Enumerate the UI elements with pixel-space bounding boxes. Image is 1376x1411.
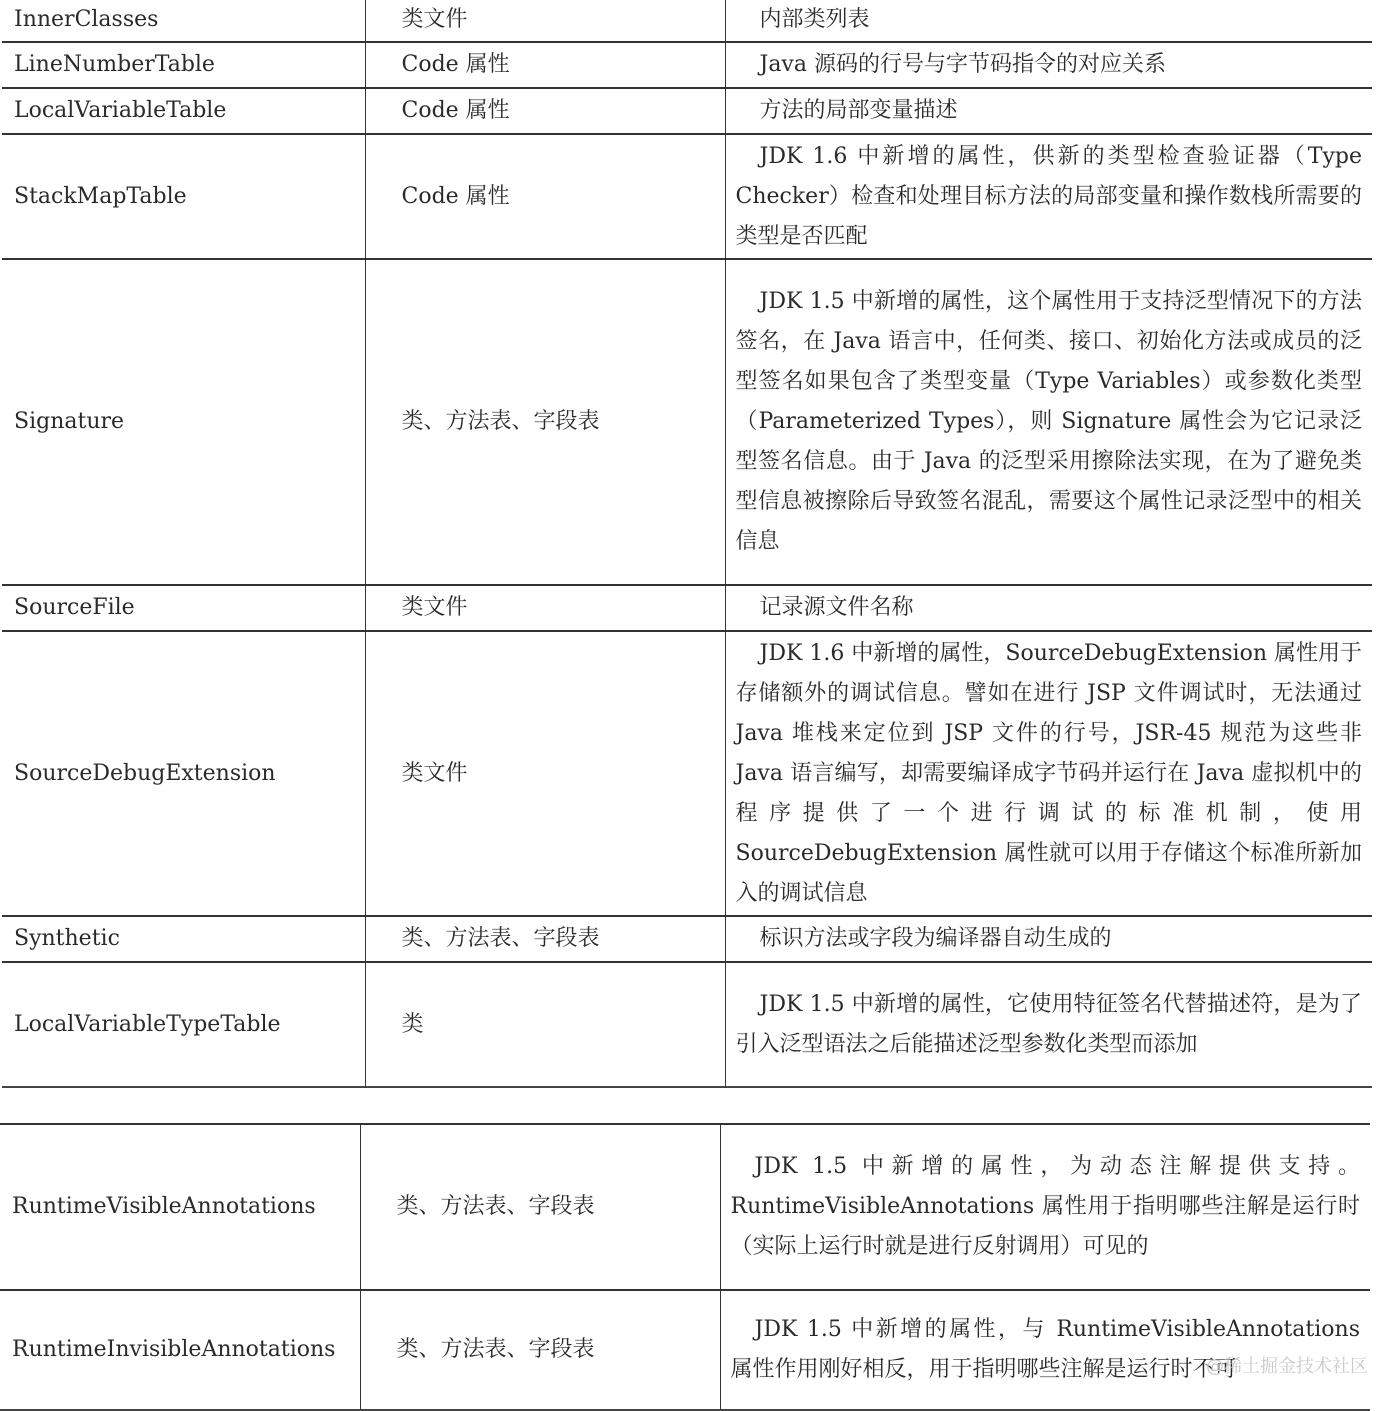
meaning-text: 方法的局部变量描述 [759, 98, 958, 123]
meaning-text: JDK 1.6 中新增的属性，SourceDebugExtension 属性用于存储额外的调试信息。譬如在进行 JSP 文件调试时，无法通过 Java 堆栈来定位到 JSP 文件的行号，JSR-45 规范为这些非 Java 语言编写，却需要编译成字节码并运行在 Java 虚拟机中的程序提供了一个进行调试的标准机制，使用 SourceDebugExtension 属性就可以用于存储这个标准所新加入的调试信息 [735, 640, 1362, 906]
attribute-location: 类、方法表、字段表 [360, 1290, 720, 1410]
attribute-location: Code 属性 [365, 134, 725, 259]
table-row [2, 916, 1372, 962]
attribute-meaning [725, 88, 1372, 134]
watermark: @稀土掘金技术社区 [1206, 1356, 1368, 1377]
attribute-meaning [725, 134, 1372, 259]
meaning-text: JDK 1.5 中新增的属性，为动态注解提供支持。RuntimeVisibleAnnotations 属性用于指明哪些注解是运行时（实际上运行时就是进行反射调用）可见的 [730, 1154, 1360, 1259]
meaning-text: JDK 1.6 中新增的属性，供新的类型检查验证器（Type Checker）检查和处理目标方法的局部变量和操作数栈所需要的类型是否匹配 [735, 143, 1362, 249]
table-row [2, 259, 1372, 585]
attribute-table-lower [0, 1123, 1370, 1411]
attribute-name: Synthetic [2, 916, 365, 962]
attribute-name: RuntimeVisibleAnnotations [0, 1124, 360, 1290]
attribute-meaning [720, 1290, 1370, 1410]
attribute-location: 类文件 [365, 585, 725, 631]
table-row [2, 42, 1372, 88]
attribute-name: LocalVariableTypeTable [2, 962, 365, 1087]
table-row [2, 585, 1372, 631]
attribute-location: 类文件 [365, 631, 725, 916]
attribute-location: Code 属性 [365, 42, 725, 88]
attribute-name: SourceFile [2, 585, 365, 631]
table-row [2, 134, 1372, 259]
meaning-text: JDK 1.5 中新增的属性，与 RuntimeVisibleAnnotations 属性作用刚好相反，用于指明哪些注解是运行时不可 [730, 1317, 1360, 1382]
table-row [0, 1290, 1370, 1410]
meaning-text: JDK 1.5 中新增的属性，它使用特征签名代替描述符，是为了引入泛型语法之后能描述泛型参数化类型而添加 [735, 991, 1362, 1057]
table-row [2, 0, 1372, 42]
attribute-meaning [725, 962, 1372, 1087]
table-row [2, 88, 1372, 134]
table-row [2, 962, 1372, 1087]
attribute-location: 类、方法表、字段表 [365, 259, 725, 585]
attribute-location: 类 [365, 962, 725, 1087]
attribute-meaning [725, 259, 1372, 585]
attribute-meaning [725, 42, 1372, 88]
meaning-text: 内部类列表 [759, 6, 870, 32]
attribute-location: 类、方法表、字段表 [365, 916, 725, 962]
attribute-meaning [725, 585, 1372, 631]
meaning-text: JDK 1.5 中新增的属性，这个属性用于支持泛型情况下的方法签名，在 Java 语言中，任何类、接口、初始化方法或成员的泛型签名如果包含了类型变量（Type Variables）或参数化类型（Parameterized Types），则 Signature 属性会为它记录泛型签名信息。由于 Java 的泛型采用擦除法实现，在为了避免类型信息被擦除后导致签名混乱，需要这个属性记录泛型中的相关信息 [735, 289, 1362, 554]
meaning-text: 标识方法或字段为编译器自动生成的 [759, 926, 1112, 951]
meaning-text: 记录源文件名称 [759, 595, 914, 620]
attribute-meaning [725, 916, 1372, 962]
attribute-location: Code 属性 [365, 88, 725, 134]
attribute-meaning [720, 1124, 1370, 1290]
attribute-name: StackMapTable [2, 134, 365, 259]
attribute-name: InnerClasses [2, 0, 365, 42]
attribute-table-upper [2, 0, 1372, 1088]
attribute-name: LineNumberTable [2, 42, 365, 88]
attribute-location: 类文件 [365, 0, 725, 42]
attribute-name: RuntimeInvisibleAnnotations [0, 1290, 360, 1410]
attribute-name: SourceDebugExtension [2, 631, 365, 916]
meaning-text: Java 源码的行号与字节码指令的对应关系 [759, 52, 1166, 77]
attribute-meaning [725, 0, 1372, 42]
attribute-location: 类、方法表、字段表 [360, 1124, 720, 1290]
table-row [2, 631, 1372, 916]
attribute-name: Signature [2, 259, 365, 585]
attribute-name: LocalVariableTable [2, 88, 365, 134]
attribute-meaning [725, 631, 1372, 916]
table-row [0, 1124, 1370, 1290]
